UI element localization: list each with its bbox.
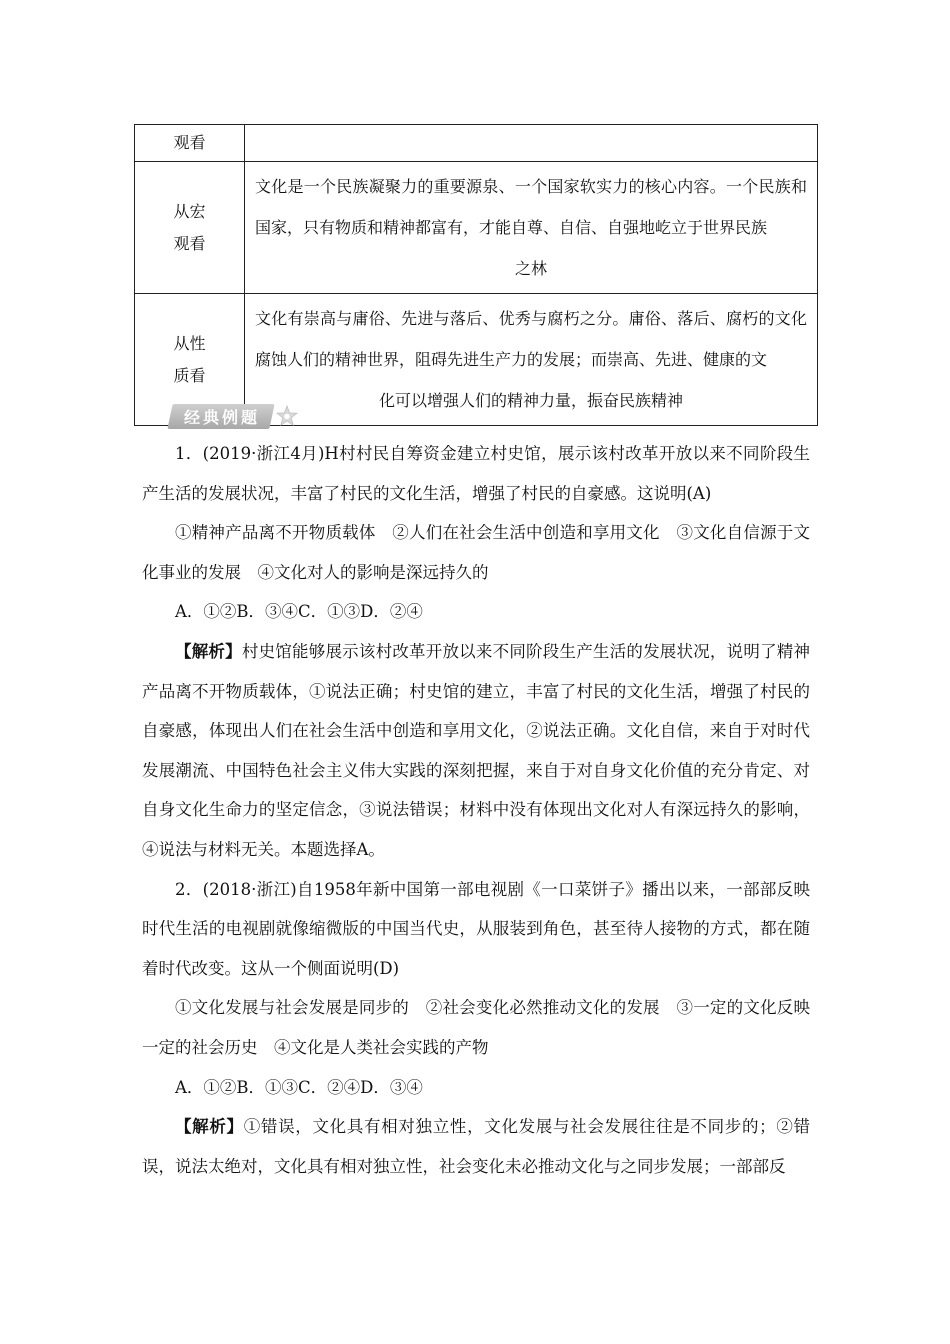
label-line: 观看 — [173, 133, 206, 152]
analysis-text: 村史馆能够展示该村改革开放以来不同阶段生产生活的发展状况，说明了精神产品离不开物质载体，①说法正确；村史馆的建立，丰富了村民的文化生活，增强了村民的自豪感，体现出人们在社会生活中创造和享用文化，②说法正确。文化自信，来自于对时代发展潮流、中国特色社会主义伟大实践的深刻把握，来自于对自身文化价值的充分肯定、对自身文化生命力的坚定信念，③说法错误；材料中没有体现出文化对人有深远持久的影响，④说法与材料无关。本题选择A。 — [142, 641, 811, 859]
star-icon — [276, 405, 298, 427]
section-banner — [170, 403, 298, 429]
table-row — [135, 162, 818, 294]
analysis-label: 【解析】 — [175, 1117, 244, 1137]
table-content-text: 文化有崇高与庸俗、先进与落后、优秀与腐朽之分。庸俗、落后、腐朽的文化腐蚀人们的精神世界，阻碍先进生产力的发展；而崇高、先进、健康的文 — [255, 309, 807, 369]
question-2-stem: 2．(2018·浙江)自1958年新中国第一部电视剧《一口菜饼子》播出以来，一部部反映时代生活的电视剧就像缩微版的中国当代史，从服装到角色，甚至待人接物的方式，都在随着时代改变。这从一个侧面说明(D) — [142, 879, 810, 978]
question-1-analysis — [142, 632, 810, 870]
question-1-stem: 1．(2019·浙江4月)H村村民自筹资金建立村史馆，展示该村改革开放以来不同阶段生产生活的发展状况，丰富了村民的文化生活，增强了村民的自豪感。这说明(A) — [142, 444, 810, 503]
section-title-badge — [167, 404, 274, 429]
label-line: 观看 — [173, 233, 206, 253]
table-row — [135, 125, 818, 162]
culture-perspective-table — [134, 124, 818, 426]
table-row-label — [135, 162, 245, 294]
question-1-options: A．①②B．③④C．①③D．②④ — [175, 602, 423, 622]
question-2-statements: ①文化发展与社会发展是同步的 ②社会变化必然推动文化的发展 ③一定的文化反映一定的社会历史 ④文化是人类社会实践的产物 — [142, 998, 810, 1057]
analysis-label: 【解析】 — [175, 641, 242, 661]
label-line: 从性 — [173, 333, 206, 353]
table-content-text: 文化是一个民族凝聚力的重要源泉、一个国家软实力的核心内容。一个民族和国家，只有物质和精神都富有，才能自尊、自信、自强地屹立于世界民族 — [255, 177, 807, 237]
examples-body — [142, 434, 810, 1186]
section-title: 经典例题 — [184, 407, 261, 427]
question-2-analysis — [142, 1107, 810, 1186]
label-line: 质看 — [173, 365, 206, 385]
table-row-content — [245, 125, 818, 162]
analysis-text: ①错误，文化具有相对独立性，文化发展与社会发展往往是不同步的；②错误，说法太绝对，文化具有相对独立性，社会变化未必推动文化与之同步发展；一部部反 — [142, 1117, 811, 1176]
question-2-options: A．①②B．①③C．②④D．③④ — [175, 1077, 423, 1097]
table-row-content — [245, 294, 818, 426]
table-row-label — [135, 125, 245, 162]
question-1-statements: ①精神产品离不开物质载体 ②人们在社会生活中创造和享用文化 ③文化自信源于文化事业的发展 ④文化对人的影响是深远持久的 — [142, 523, 810, 582]
table-row-content — [245, 162, 818, 294]
label-line: 从宏 — [173, 201, 206, 221]
table-content-last-line: 之林 — [514, 259, 547, 278]
table-content-last-line: 化可以增强人们的精神力量，振奋民族精神 — [378, 391, 683, 410]
